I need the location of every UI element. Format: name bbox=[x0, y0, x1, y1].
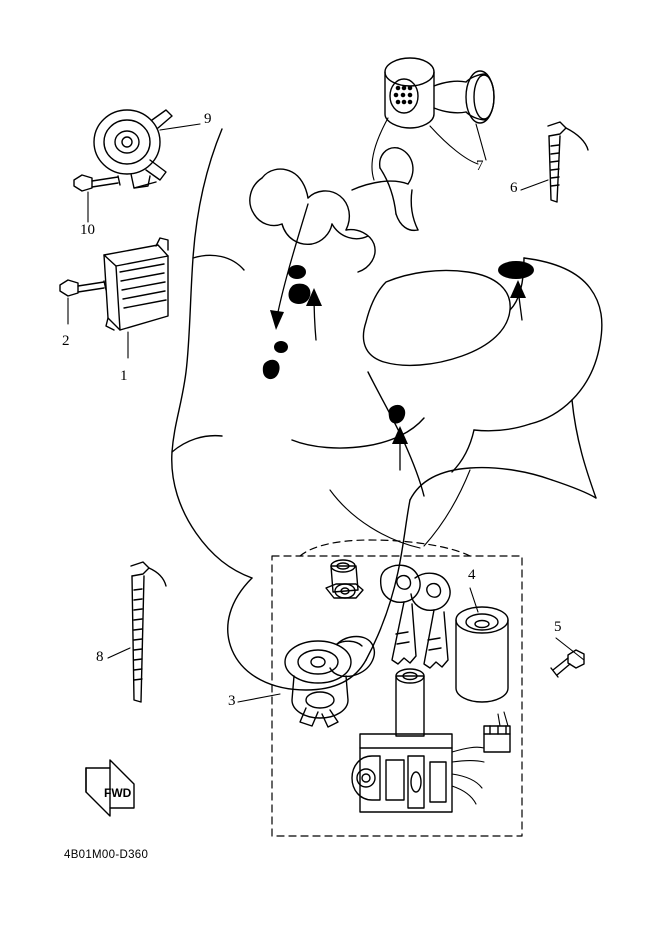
callout-1: 1 bbox=[120, 368, 128, 384]
screw-part-5 bbox=[551, 650, 584, 677]
bolt-part-10 bbox=[74, 175, 120, 191]
mount-position-marks bbox=[263, 261, 534, 424]
rectifier-regulator-part-1 bbox=[104, 238, 168, 330]
part-code-label: 4B01M00-D360 bbox=[64, 849, 149, 861]
callout-8: 8 bbox=[96, 649, 104, 665]
callout-7: 7 bbox=[476, 158, 484, 174]
band-part-8 bbox=[131, 562, 166, 702]
callout-2: 2 bbox=[62, 333, 70, 349]
fuel-cap-part-3 bbox=[285, 560, 374, 727]
horn-part-9 bbox=[94, 110, 172, 188]
main-switch-ignition bbox=[352, 669, 510, 812]
bolt-part-2 bbox=[60, 280, 106, 296]
callout-3: 3 bbox=[228, 693, 236, 709]
assembly-arrows bbox=[270, 204, 526, 548]
seat-lock-part-4 bbox=[456, 607, 508, 702]
fwd-label: FWD bbox=[104, 786, 132, 800]
callout-4: 4 bbox=[468, 567, 476, 583]
callout-10: 10 bbox=[80, 222, 95, 238]
callout-5: 5 bbox=[554, 619, 562, 635]
callout-6: 6 bbox=[510, 180, 518, 196]
callout-9: 9 bbox=[204, 111, 212, 127]
band-part-6 bbox=[548, 122, 588, 202]
keys bbox=[381, 565, 450, 668]
scooter-body-outline bbox=[172, 129, 602, 690]
